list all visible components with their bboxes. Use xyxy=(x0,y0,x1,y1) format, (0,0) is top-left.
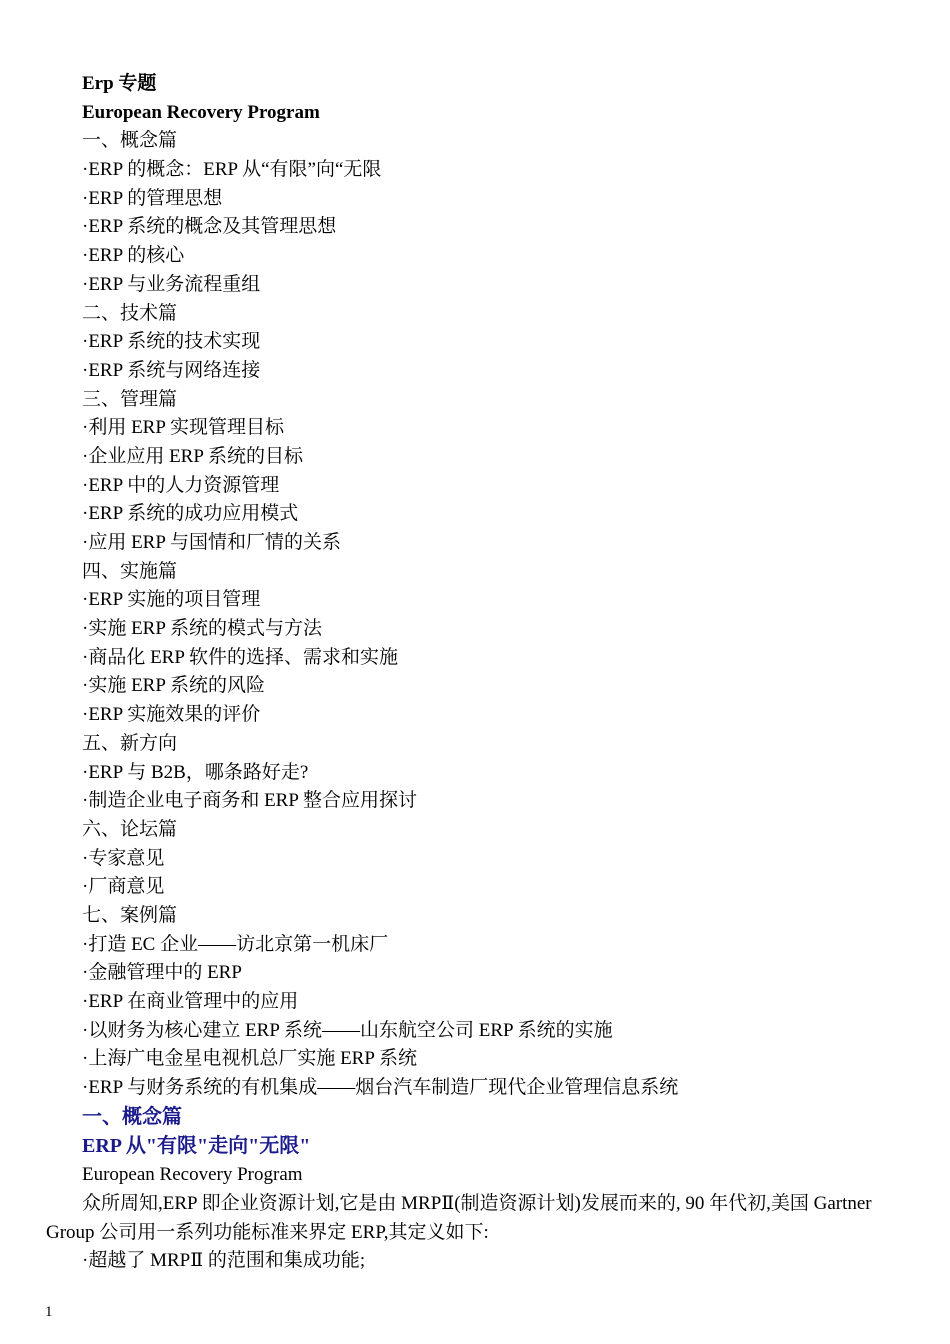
toc-section-heading: 七、案例篇 xyxy=(82,904,178,926)
toc-item: ·金融管理中的 ERP xyxy=(82,962,242,984)
page-number: 1 xyxy=(45,1304,53,1320)
article-bullet: ·超越了 MRPⅡ 的范围和集成功能; xyxy=(82,1250,366,1272)
toc-item: ·ERP 的管理思想 xyxy=(82,187,223,209)
toc-item: ·ERP 在商业管理中的应用 xyxy=(82,991,299,1012)
toc-section-heading: 六、论坛篇 xyxy=(82,818,178,840)
toc-item: ·ERP 系统的成功应用模式 xyxy=(82,503,299,525)
toc-item: ·ERP 系统的概念及其管理思想 xyxy=(82,216,337,238)
toc-item: ·ERP 与财务系统的有机集成——烟台汽车制造厂现代企业管理信息系统 xyxy=(82,1077,679,1099)
toc-section-heading: 四、实施篇 xyxy=(82,560,178,582)
toc-item: ·应用 ERP 与国情和厂情的关系 xyxy=(82,532,341,553)
toc-section-heading: 五、新方向 xyxy=(82,732,178,754)
toc-section-heading: 三、管理篇 xyxy=(82,388,178,410)
toc-item: ·利用 ERP 实现管理目标 xyxy=(82,417,284,439)
toc-item: ·ERP 与业务流程重组 xyxy=(82,273,261,295)
toc-item: ·商品化 ERP 软件的选择、需求和实施 xyxy=(82,646,398,668)
article-title: ERP 从"有限"走向"无限" xyxy=(82,1134,311,1157)
toc-item: ·实施 ERP 系统的风险 xyxy=(82,675,265,697)
document-title: Erp 专题 xyxy=(82,73,157,94)
toc-item: ·厂商意见 xyxy=(82,876,165,898)
table-of-contents xyxy=(82,127,882,1102)
toc-item: ·制造企业电子商务和 ERP 整合应用探讨 xyxy=(82,790,417,812)
article-paragraph: 众所周知,ERP 即企业资源计划,它是由 MRPⅡ(制造资源计划)发展而来的, 90 年代初,美国 Gartner Group 公司用一系列功能标准来界定 ERP,其定义如下: xyxy=(46,1193,872,1244)
toc-item: ·ERP 的概念：ERP 从“有限”向“无限 xyxy=(82,159,382,181)
document-subtitle: European Recovery Program xyxy=(82,101,320,123)
toc-item: ·ERP 系统的技术实现 xyxy=(82,331,261,353)
toc-item: ·专家意见 xyxy=(82,847,165,869)
toc-item: ·ERP 与 B2B，哪条路好走? xyxy=(82,761,309,783)
toc-item: ·ERP 系统与网络连接 xyxy=(82,359,261,381)
toc-section-heading: 二、技术篇 xyxy=(82,302,178,324)
article-section-heading: 一、概念篇 xyxy=(82,1105,182,1128)
toc-item: ·打造 EC 企业——访北京第一机床厂 xyxy=(82,933,389,955)
toc-item: ·ERP 的核心 xyxy=(82,245,185,267)
toc-item: ·ERP 实施的项目管理 xyxy=(82,589,261,611)
toc-item: ·实施 ERP 系统的模式与方法 xyxy=(82,618,322,640)
toc-section-heading: 一、概念篇 xyxy=(82,130,178,152)
toc-item: ·上海广电金星电视机总厂实施 ERP 系统 xyxy=(82,1048,417,1070)
toc-item: ·企业应用 ERP 系统的目标 xyxy=(82,445,303,467)
document-body xyxy=(46,70,882,1276)
toc-item: ·ERP 实施效果的评价 xyxy=(82,704,261,726)
toc-item: ·以财务为核心建立 ERP 系统——山东航空公司 ERP 系统的实施 xyxy=(82,1019,613,1041)
toc-item: ·ERP 中的人力资源管理 xyxy=(82,474,280,496)
article-subtitle: European Recovery Program xyxy=(82,1163,303,1185)
